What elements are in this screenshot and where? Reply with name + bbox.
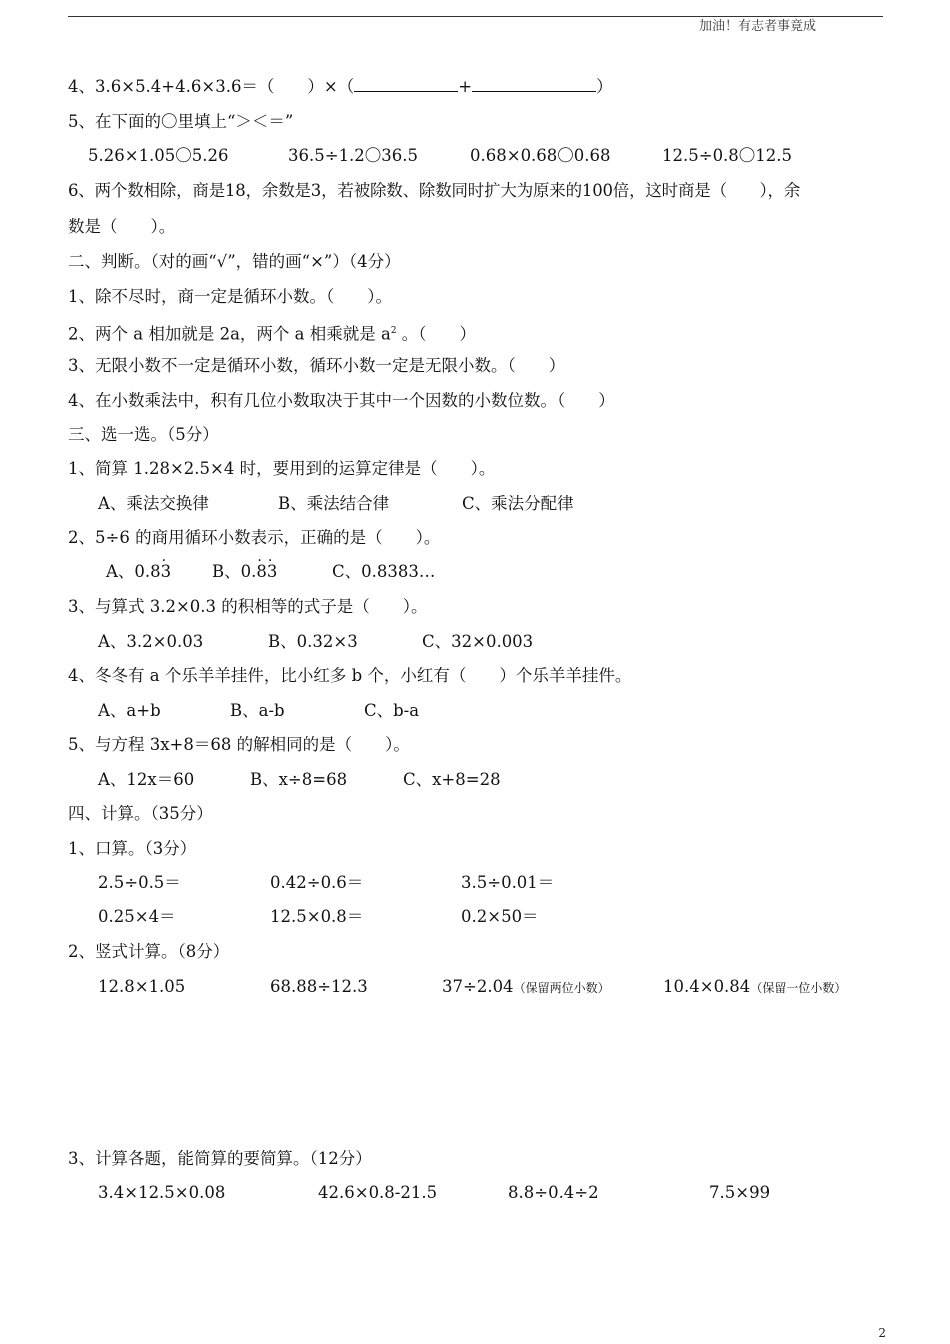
simplify-item: 8.8÷0.4÷2 (508, 1183, 599, 1202)
choice-q2-b-text: B、0. (212, 562, 257, 581)
oral-item: 0.2×50＝ (461, 907, 539, 926)
choice-question-2: 2、5÷6 的商用循环小数表示，正确的是（ ）。 (68, 528, 441, 547)
repeating-digit: 3 · (267, 562, 278, 581)
oral-item: 3.5÷0.01＝ (461, 873, 555, 892)
simplify-item: 7.5×99 (709, 1183, 771, 1202)
judge-question-3: 3、无限小数不一定是循环小数，循环小数一定是无限小数。（ ） (68, 356, 566, 375)
fill-q5-item: 12.5÷0.8〇12.5 (662, 146, 793, 165)
vertical-item: 37÷2.04 (442, 977, 514, 996)
choice-question-3: 3、与算式 3.2×0.3 的积相等的式子是（ ）。 (68, 597, 428, 616)
simplify-item: 42.6×0.8-21.5 (318, 1183, 438, 1202)
oral-item: 0.42÷0.6＝ (270, 873, 364, 892)
judge-q2-superscript: 2 (390, 326, 397, 336)
vertical-item: 68.88÷12.3 (270, 977, 368, 996)
choice-option: B、乘法结合律 (278, 494, 390, 513)
choice-q2-a-text: A、0.8 (106, 562, 161, 581)
choice-option: B、x÷8=68 (250, 770, 348, 789)
vertical-calc-title: 2、竖式计算。（8分） (68, 942, 230, 961)
header-rule (68, 16, 883, 34)
repeating-digit: 8 · (256, 562, 267, 581)
fill-q4-blank-1[interactable] (354, 77, 458, 92)
header-motto: 加油！有志者事竟成 (698, 19, 816, 34)
fill-q4-suffix: ） (596, 77, 613, 96)
fill-q5-item: 36.5÷1.2〇36.5 (288, 146, 419, 165)
fill-question-6-line2: 数是（ ）。 (68, 217, 176, 236)
oral-calc-title: 1、口算。（3分） (68, 839, 197, 858)
vertical-item: 12.8×1.05 (98, 977, 186, 996)
choice-option: B、a-b (230, 701, 285, 720)
choice-option: A、乘法交换律 (98, 494, 209, 513)
choice-option: A、12x＝60 (98, 770, 195, 789)
fill-question-6-line1: 6、两个数相除，商是18，余数是3，若被除数、除数同时扩大为原来的100倍，这时商是（ ），余 (68, 181, 801, 200)
judge-q2-tail: 。（ ） (396, 324, 477, 344)
oral-item: 12.5×0.8＝ (270, 907, 364, 926)
vertical-item-with-note (442, 976, 610, 999)
choice-option-c: C、0.8383… (332, 562, 436, 581)
judge-q2-text: 2、两个 a 相加就是 2a，两个 a 相乘就是 a (68, 324, 391, 344)
choice-option: C、x+8=28 (403, 770, 501, 789)
vertical-item: 10.4×0.84 (663, 977, 751, 996)
judge-question-1: 1、除不尽时，商一定是循环小数。（ ）。 (68, 287, 392, 306)
choice-question-4: 4、冬冬有 a 个乐羊羊挂件，比小红多 b 个，小红有（ ）个乐羊羊挂件。 (68, 666, 632, 685)
simplify-item: 3.4×12.5×0.08 (98, 1183, 226, 1202)
fill-q4-prefix: 4、3.6×5.4+4.6×3.6＝（ ）×（ (68, 77, 355, 96)
section-judge-title: 二、判断。（对的画“√”，错的画“×”）（4分） (68, 252, 401, 271)
oral-item: 0.25×4＝ (98, 907, 176, 926)
fill-q4-blank-2[interactable] (472, 77, 596, 92)
rounding-note: （保留两位小数） (513, 981, 610, 995)
section-choice-title: 三、选一选。（5分） (68, 425, 219, 444)
choice-option-a (106, 561, 171, 583)
choice-option: B、0.32×3 (268, 632, 358, 651)
fill-question-4 (68, 76, 613, 98)
vertical-item-with-note (663, 976, 846, 999)
choice-question-5: 5、与方程 3x+8＝68 的解相同的是（ ）。 (68, 735, 410, 754)
repeating-digit: 3 · (161, 562, 172, 581)
fill-q4-plus: + (458, 77, 473, 96)
simplify-calc-title: 3、计算各题，能简算的要简算。（12分） (68, 1149, 372, 1168)
choice-option: C、乘法分配律 (462, 494, 574, 513)
choice-option: C、b-a (364, 701, 420, 720)
choice-option: C、32×0.003 (422, 632, 534, 651)
oral-item: 2.5÷0.5＝ (98, 873, 181, 892)
rounding-note: （保留一位小数） (750, 981, 847, 995)
judge-question-4: 4、在小数乘法中，积有几位小数取决于其中一个因数的小数位数。（ ） (68, 391, 615, 410)
fill-q5-item: 0.68×0.68〇0.68 (470, 146, 611, 165)
section-calc-title: 四、计算。（35分） (68, 804, 213, 823)
page-number: 2 (878, 1326, 886, 1340)
judge-question-2 (68, 320, 476, 346)
fill-q5-item: 5.26×1.05〇5.26 (88, 146, 229, 165)
fill-question-5: 5、在下面的〇里填上“＞＜＝” (68, 112, 294, 131)
choice-question-1: 1、简算 1.28×2.5×4 时，要用到的运算定律是（ ）。 (68, 459, 496, 478)
choice-option: A、3.2×0.03 (98, 632, 204, 651)
choice-option-b (212, 561, 277, 583)
choice-option: A、a+b (98, 701, 161, 720)
